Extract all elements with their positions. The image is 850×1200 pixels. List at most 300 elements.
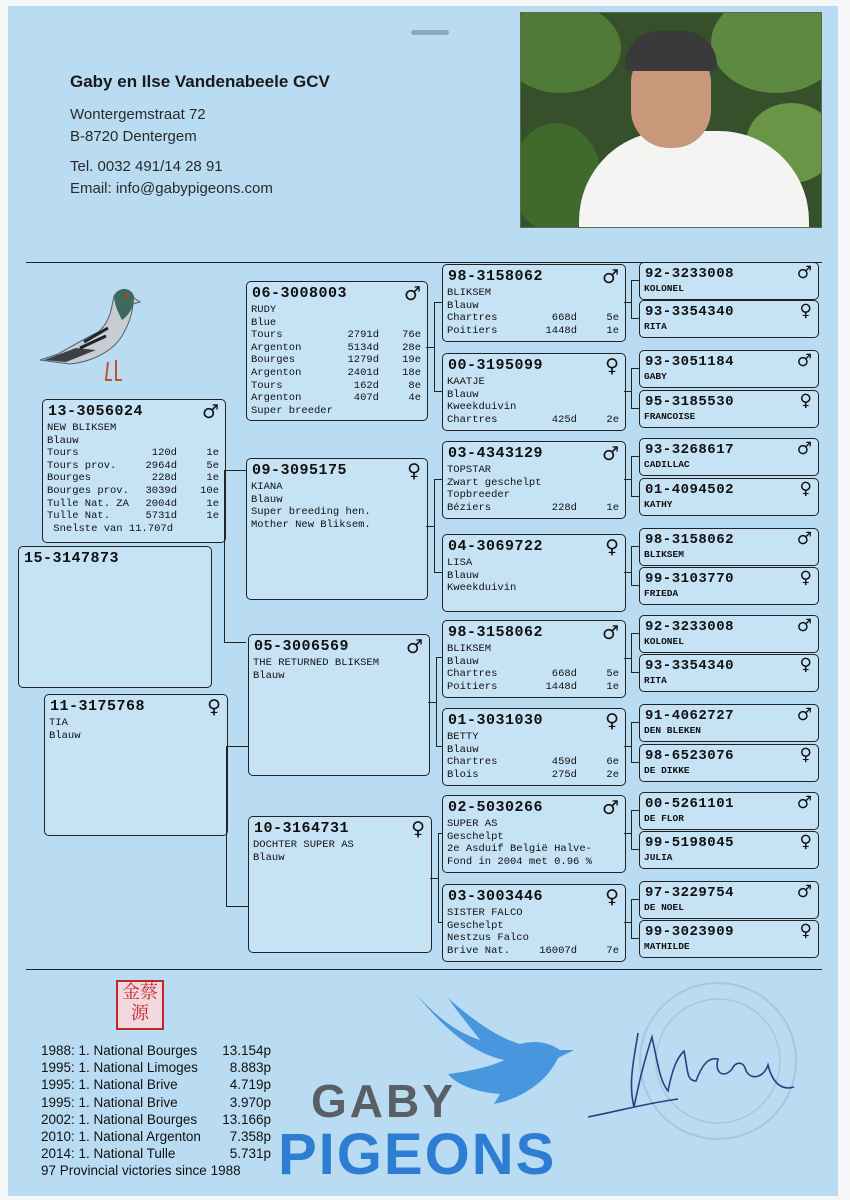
gen3-box-3	[442, 534, 626, 612]
male-symbol-icon: ♂	[796, 351, 812, 371]
info-line	[447, 401, 619, 414]
place: 19e	[402, 354, 421, 367]
info-line	[447, 287, 619, 300]
distance: 1448d	[545, 324, 577, 337]
distance: 2004d	[145, 497, 177, 510]
bird-name: FRIEDA	[644, 588, 679, 599]
gen4-box-0	[639, 262, 819, 300]
info-line	[447, 945, 619, 958]
place: 10e	[200, 484, 219, 497]
line-text: Bourges	[47, 472, 92, 485]
line-text: Bourges prov.	[47, 484, 129, 497]
info-line	[47, 485, 219, 498]
line-text: BLIKSEM	[447, 287, 492, 299]
male-symbol-icon: ♂	[405, 636, 423, 658]
gen4-box-4	[639, 438, 819, 476]
distance: 459d	[551, 756, 577, 769]
line-text: Tours prov.	[47, 459, 117, 472]
result-points: 13.154p	[222, 1043, 271, 1058]
connector-line	[438, 833, 442, 834]
info-line	[447, 907, 619, 920]
line-text: BETTY	[447, 731, 479, 743]
male-symbol-icon: ♂	[796, 793, 812, 813]
place: 1e	[206, 497, 219, 510]
gen3-box-4	[442, 620, 626, 698]
line-text: TIA	[49, 717, 68, 729]
line-text: Tulle Nat.	[47, 510, 111, 523]
connector-line	[224, 470, 246, 471]
info-line	[47, 498, 219, 511]
line-text: Blauw	[447, 388, 479, 401]
distance: 228d	[551, 501, 577, 514]
connector-line	[624, 391, 631, 392]
email-address: Email: info@gabypigeons.com	[70, 180, 273, 197]
distance: 668d	[551, 668, 577, 681]
ring-number: 98-3158062	[448, 624, 544, 641]
line-text: Snelste van 11.707d	[47, 522, 174, 535]
info-line	[251, 481, 421, 494]
info-line	[447, 376, 619, 389]
ring-number: 95-3185530	[645, 394, 735, 410]
connector-line	[631, 762, 639, 763]
gen3-box-6	[442, 795, 626, 873]
line-text: Argenton	[251, 392, 302, 405]
distance: 2401d	[347, 366, 379, 379]
male-symbol-icon: ♂	[403, 283, 421, 305]
place: 28e	[402, 341, 421, 354]
place: 4e	[408, 392, 421, 405]
ring-number: 98-3158062	[448, 268, 544, 285]
sire-box	[42, 399, 226, 543]
gen2-box-3	[248, 816, 432, 953]
line-text: LISA	[447, 557, 473, 569]
result-row	[41, 1059, 271, 1076]
connector-line	[624, 302, 631, 303]
distance: 5134d	[347, 341, 379, 354]
connector-line	[631, 633, 632, 672]
gen4-box-12	[639, 792, 819, 830]
line-text: Tulle Nat. ZA	[47, 497, 129, 510]
female-symbol-icon: ♀	[411, 818, 425, 840]
connector-line	[624, 658, 631, 659]
gen2-box-2	[248, 634, 430, 776]
info-line	[447, 731, 619, 744]
gen4-box-14	[639, 881, 819, 919]
result-row	[41, 1042, 271, 1059]
distance: 425d	[551, 413, 577, 426]
info-line	[447, 856, 619, 869]
line-text: Nestzus Falco	[447, 932, 529, 945]
info-line	[251, 506, 421, 519]
result-text: 97 Provincial victories since 1988	[41, 1163, 241, 1179]
line-text: Blauw	[253, 669, 285, 682]
result-points: 13.166p	[222, 1111, 271, 1127]
female-symbol-icon: ♀	[605, 536, 619, 558]
line-text: 2e Asduif België Halve-	[447, 843, 592, 856]
connector-line	[631, 546, 639, 547]
line-text: Super breeder	[251, 404, 333, 417]
ring-number: 00-5261101	[645, 796, 735, 812]
place: 1e	[206, 472, 219, 485]
info-line	[251, 405, 421, 418]
line-text: Tours	[47, 447, 79, 460]
pigeon-icon	[36, 276, 146, 386]
result-row	[41, 1128, 271, 1145]
distance: 2964d	[145, 459, 177, 472]
gen3-box-2	[442, 441, 626, 519]
gen4-box-15	[639, 920, 819, 958]
female-symbol-icon: ♀	[605, 886, 619, 908]
line-text: Argenton	[251, 341, 302, 354]
info-line	[47, 523, 219, 536]
line-text: Kweekduivin	[447, 582, 517, 595]
result-row	[41, 1076, 271, 1093]
line-text: Poitiers	[447, 680, 498, 693]
connector-line	[438, 833, 439, 922]
connector-line	[426, 347, 434, 348]
info-line	[253, 670, 423, 683]
ring-number: 93-3354340	[645, 304, 735, 320]
place: 1e	[206, 510, 219, 523]
info-line	[251, 329, 421, 342]
chinese-seal-stamp: 金蔡 源	[116, 980, 164, 1030]
results-list	[41, 1042, 271, 1180]
ring-number: 10-3164731	[254, 820, 350, 837]
info-line	[447, 744, 619, 757]
connector-line	[434, 479, 442, 480]
result-text: 2002: 1. National Bourges	[41, 1111, 198, 1127]
distance: 120d	[151, 447, 177, 460]
info-line	[49, 730, 221, 743]
line-text: Kweekduivin	[447, 401, 517, 414]
footer-divider	[26, 969, 822, 970]
gen4-box-3	[639, 390, 819, 428]
info-line	[447, 920, 619, 933]
owner-name: Gaby en Ilse Vandenabeele GCV	[70, 72, 330, 91]
connector-line	[434, 479, 435, 572]
connector-line	[436, 657, 442, 658]
info-line	[47, 435, 219, 448]
info-line	[447, 502, 619, 515]
gen4-box-8	[639, 615, 819, 653]
connector-line	[631, 899, 632, 938]
male-symbol-icon: ♂	[796, 529, 812, 549]
line-text: SUPER AS	[447, 818, 498, 830]
info-line	[251, 494, 421, 507]
connector-line	[624, 833, 631, 834]
place: 76e	[402, 329, 421, 342]
ring-number: 01-3031030	[448, 712, 544, 729]
distance: 3039d	[145, 484, 177, 497]
bird-name: RITA	[644, 675, 667, 686]
ring-number: 93-3268617	[645, 442, 735, 458]
ring-number: 99-3103770	[645, 571, 735, 587]
connector-line	[631, 496, 639, 497]
distance: 2791d	[347, 329, 379, 342]
info-line	[253, 839, 425, 852]
line-text: SISTER FALCO	[447, 907, 523, 919]
gen4-box-5	[639, 478, 819, 516]
result-text: 1988: 1. National Bourges	[41, 1043, 198, 1058]
female-symbol-icon: ♀	[407, 460, 421, 482]
info-line	[47, 447, 219, 460]
line-text: Blauw	[447, 655, 479, 668]
gen4-box-6	[639, 528, 819, 566]
info-line	[49, 717, 221, 730]
info-line	[447, 831, 619, 844]
line-text: Tours	[251, 329, 283, 342]
info-line	[447, 464, 619, 477]
female-symbol-icon: ♀	[799, 479, 812, 499]
female-symbol-icon: ♀	[799, 568, 812, 588]
female-symbol-icon: ♀	[799, 301, 812, 321]
gen4-box-13	[639, 831, 819, 869]
place: 1e	[606, 501, 619, 514]
bird-name: DE DIKKE	[644, 765, 690, 776]
gen4-box-11	[639, 744, 819, 782]
city-address: B-8720 Dentergem	[70, 128, 197, 145]
info-line	[447, 932, 619, 945]
info-line	[251, 392, 421, 405]
male-symbol-icon: ♂	[601, 266, 619, 288]
street-address: Wontergemstraat 72	[70, 106, 206, 123]
bird-name: GABY	[644, 371, 667, 382]
info-line	[447, 843, 619, 856]
line-text: TOPSTAR	[447, 464, 492, 476]
line-text: Blauw	[49, 729, 81, 742]
info-line	[447, 668, 619, 681]
gen2-box-1	[246, 458, 428, 600]
line-text: RUDY	[251, 304, 277, 316]
info-line	[447, 656, 619, 669]
bird-name: KOLONEL	[644, 283, 684, 294]
result-text: 1995: 1. National Brive	[41, 1094, 178, 1110]
connector-line	[631, 585, 639, 586]
line-text: Zwart geschelpt	[447, 476, 542, 489]
ring-number: 06-3008003	[252, 285, 348, 302]
female-symbol-icon: ♀	[207, 696, 221, 718]
connector-line	[631, 368, 632, 408]
bird-name: MATHILDE	[644, 941, 690, 952]
ring-number: 03-4343129	[448, 445, 544, 462]
place: 2e	[606, 413, 619, 426]
male-symbol-icon: ♂	[201, 401, 219, 423]
info-line	[447, 756, 619, 769]
line-text: Béziers	[447, 501, 492, 514]
distance: 668d	[551, 312, 577, 325]
ring-number: 04-3069722	[448, 538, 544, 555]
connector-line	[631, 938, 639, 939]
result-row	[41, 1094, 271, 1111]
bird-name: RITA	[644, 321, 667, 332]
info-line	[447, 681, 619, 694]
ring-number: 00-3195099	[448, 357, 544, 374]
info-line	[251, 519, 421, 532]
result-row	[41, 1145, 271, 1162]
place: 8e	[408, 379, 421, 392]
info-line	[251, 380, 421, 393]
ring-number: 98-6523076	[645, 748, 735, 764]
connector-line	[631, 633, 639, 634]
bird-name: DEN BLEKEN	[644, 725, 702, 736]
line-text: Chartres	[447, 668, 498, 681]
connector-line	[226, 906, 248, 907]
bird-name: KOLONEL	[644, 636, 684, 647]
place: 5e	[606, 668, 619, 681]
male-symbol-icon: ♂	[601, 443, 619, 465]
connector-line	[436, 657, 437, 746]
connector-line	[624, 746, 631, 747]
line-text: DOCHTER SUPER AS	[253, 839, 354, 851]
owner-photo	[520, 12, 822, 228]
gen3-box-0	[442, 264, 626, 342]
ring-number: 11-3175768	[50, 698, 146, 715]
ring-number: 01-4094502	[645, 482, 735, 498]
connector-line	[631, 280, 632, 318]
line-text: Geschelpt	[447, 830, 504, 843]
line-text: Blauw	[447, 743, 479, 756]
result-text: 2014: 1. National Tulle	[41, 1146, 176, 1162]
connector-line	[631, 810, 639, 811]
info-line	[447, 643, 619, 656]
place: 1e	[606, 680, 619, 693]
bird-name: JULIA	[644, 852, 673, 863]
ring-number: 92-3233008	[645, 619, 735, 635]
subject-box	[18, 546, 212, 688]
female-symbol-icon: ♀	[605, 710, 619, 732]
result-text: 1995: 1. National Limoges	[41, 1060, 198, 1076]
connector-line	[430, 878, 438, 879]
info-line	[253, 852, 425, 865]
info-line	[251, 342, 421, 355]
gen2-box-0	[246, 281, 428, 421]
line-text: NEW BLIKSEM	[47, 422, 117, 434]
punch-hole	[411, 30, 449, 35]
connector-line	[631, 672, 639, 673]
connector-line	[624, 922, 631, 923]
ring-number: 97-3229754	[645, 885, 735, 901]
gen4-box-7	[639, 567, 819, 605]
info-line	[447, 300, 619, 313]
connector-line	[631, 368, 639, 369]
line-text: Topbreeder	[447, 489, 511, 502]
gen4-box-10	[639, 704, 819, 742]
result-row	[41, 1162, 271, 1179]
ring-number: 13-3056024	[48, 403, 144, 420]
line-text: Blauw	[47, 434, 79, 447]
place: 6e	[606, 756, 619, 769]
male-symbol-icon: ♂	[796, 705, 812, 725]
info-line	[47, 422, 219, 435]
line-text: Blue	[251, 316, 277, 329]
result-points: 7.358p	[229, 1129, 271, 1145]
line-text: Geschelpt	[447, 919, 504, 932]
info-line	[47, 510, 219, 523]
ring-number: 99-5198045	[645, 835, 735, 851]
connector-line	[436, 746, 442, 747]
male-symbol-icon: ♂	[601, 622, 619, 644]
line-text: Chartres	[447, 756, 498, 769]
info-line	[47, 472, 219, 485]
phone-number: Tel. 0032 491/14 28 91	[70, 158, 223, 175]
place: 7e	[606, 944, 619, 957]
female-symbol-icon: ♀	[799, 921, 812, 941]
bird-name: DE FLOR	[644, 813, 684, 824]
female-symbol-icon: ♀	[605, 355, 619, 377]
result-points: 5.731p	[229, 1146, 271, 1162]
info-line	[447, 477, 619, 490]
connector-line	[624, 479, 631, 480]
line-text: Mother New Bliksem.	[251, 518, 371, 531]
info-line	[447, 489, 619, 502]
connector-line	[631, 722, 632, 762]
gen3-box-5	[442, 708, 626, 786]
male-symbol-icon: ♂	[601, 797, 619, 819]
male-symbol-icon: ♂	[796, 263, 812, 283]
bird-name: DE NOEL	[644, 902, 684, 913]
line-text: Tours	[251, 379, 283, 392]
distance: 16007d	[539, 944, 577, 957]
connector-line	[631, 546, 632, 585]
distance: 162d	[353, 379, 379, 392]
distance: 1279d	[347, 354, 379, 367]
bird-name: CADILLAC	[644, 459, 690, 470]
place: 5e	[206, 459, 219, 472]
distance: 407d	[353, 392, 379, 405]
distance: 275d	[551, 768, 577, 781]
connector-line	[631, 456, 639, 457]
female-symbol-icon: ♀	[799, 391, 812, 411]
line-text: Blauw	[447, 299, 479, 312]
line-text: Chartres	[447, 413, 498, 426]
gen3-box-7	[442, 884, 626, 962]
place: 1e	[206, 447, 219, 460]
ring-number: 93-3051184	[645, 354, 735, 370]
gen4-box-9	[639, 654, 819, 692]
line-text: Blauw	[253, 851, 285, 864]
ring-number: 98-3158062	[645, 532, 735, 548]
bird-name: BLIKSEM	[644, 549, 684, 560]
ring-number: 92-3233008	[645, 266, 735, 282]
distance: 228d	[151, 472, 177, 485]
female-symbol-icon: ♀	[799, 832, 812, 852]
line-text: THE RETURNED BLIKSEM	[253, 657, 380, 669]
dam-box	[44, 694, 228, 836]
result-points: 3.970p	[229, 1094, 271, 1110]
place: 1e	[606, 324, 619, 337]
line-text: Argenton	[251, 366, 302, 379]
info-line	[251, 354, 421, 367]
line-text: Super breeding hen.	[251, 506, 371, 519]
line-text: Chartres	[447, 312, 498, 325]
connector-line	[631, 810, 632, 849]
line-text: Blauw	[251, 493, 283, 506]
info-line	[447, 582, 619, 595]
line-text: KAATJE	[447, 376, 485, 388]
gen3-box-1	[442, 353, 626, 431]
female-symbol-icon: ♀	[799, 745, 812, 765]
connector-line	[631, 899, 639, 900]
line-text: Brive Nat.	[447, 944, 511, 957]
connector-line	[226, 746, 227, 906]
info-line	[447, 389, 619, 402]
line-text: KIANA	[251, 481, 283, 493]
line-text: Blois	[447, 768, 479, 781]
signature-and-seal	[568, 981, 828, 1151]
bird-name: KATHY	[644, 499, 673, 510]
info-line	[447, 414, 619, 427]
result-row	[41, 1111, 271, 1128]
